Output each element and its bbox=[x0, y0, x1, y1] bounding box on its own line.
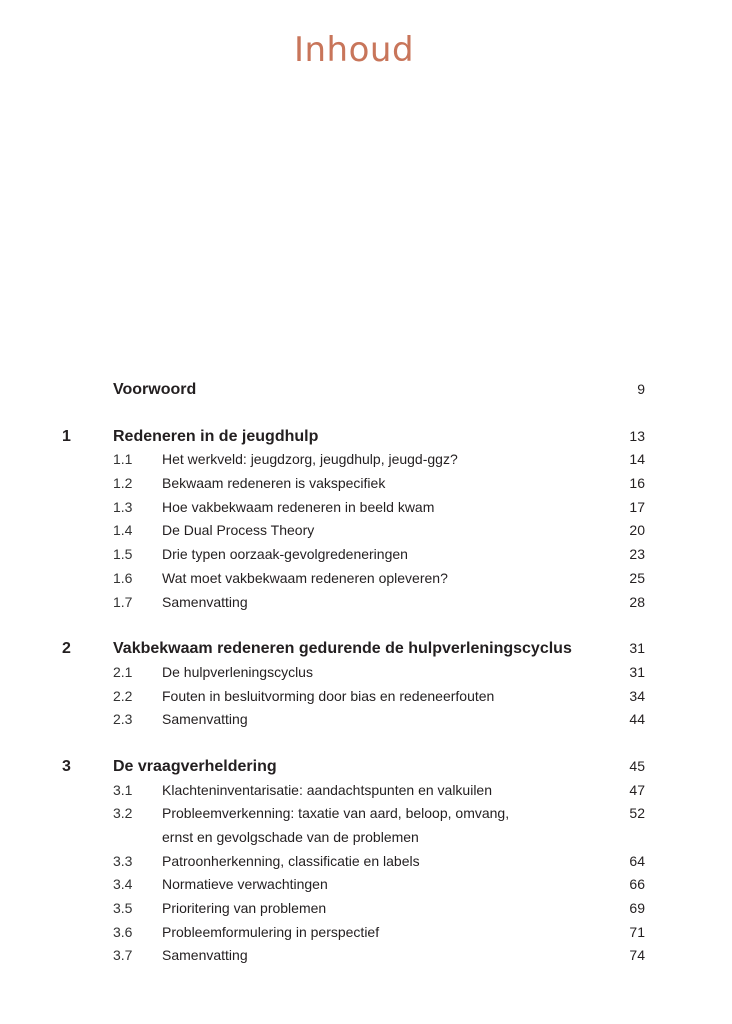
section-title: Samenvatting bbox=[162, 593, 248, 610]
toc-page-number: 34 bbox=[629, 687, 645, 704]
section-title: Fouten in besluitvorming door bias en redeneerfouten bbox=[162, 687, 495, 704]
table-of-contents bbox=[0, 378, 732, 968]
section-number: 3.7 bbox=[113, 947, 133, 964]
section-title: Wat moet vakbekwaam redeneren opleveren? bbox=[162, 569, 448, 586]
section-title: Samenvatting bbox=[162, 947, 248, 964]
toc-section-1-1[interactable] bbox=[0, 448, 732, 472]
toc-page-number: 16 bbox=[629, 475, 645, 492]
toc-section-1-5[interactable] bbox=[0, 543, 732, 567]
section-title: De hulpverleningscyclus bbox=[162, 663, 313, 680]
page-title: Inhoud bbox=[293, 30, 415, 70]
section-title: Probleemverkenning: taxatie van aard, beloop, omvang, bbox=[162, 805, 510, 822]
toc-page-number: 69 bbox=[629, 900, 645, 917]
toc-page-number: 47 bbox=[629, 781, 645, 798]
section-title-continued: ernst en gevolgschade van de problemen bbox=[162, 829, 419, 845]
section-number: 2.1 bbox=[113, 663, 133, 680]
toc-page-number: 45 bbox=[629, 757, 645, 774]
section-number: 1.2 bbox=[113, 475, 133, 492]
toc-section-2-3[interactable] bbox=[0, 708, 732, 732]
toc-page-number: 13 bbox=[629, 427, 645, 444]
toc-title: Voorwoord bbox=[113, 381, 197, 398]
section-number: 3.5 bbox=[113, 900, 133, 917]
chapter-number: 3 bbox=[62, 757, 71, 775]
section-title: Patroonherkenning, classificatie en labels bbox=[162, 852, 420, 869]
section-number: 1.1 bbox=[113, 451, 133, 468]
toc-page-number: 64 bbox=[629, 852, 645, 869]
section-title: Bekwaam redeneren is vakspecifiek bbox=[162, 475, 386, 492]
toc-section-1-3[interactable] bbox=[0, 496, 732, 520]
toc-page-number: 25 bbox=[629, 569, 645, 586]
toc-page-number: 9 bbox=[637, 381, 645, 397]
toc-entry-voorwoord[interactable] bbox=[0, 378, 732, 402]
section-title: Probleemformulering in perspectief bbox=[162, 923, 380, 940]
toc-chapter-3[interactable] bbox=[0, 755, 732, 779]
section-number: 3.4 bbox=[113, 876, 133, 893]
section-title: Drie typen oorzaak-gevolgredeneringen bbox=[162, 546, 408, 563]
toc-section-3-1[interactable] bbox=[0, 779, 732, 803]
toc-section-1-6[interactable] bbox=[0, 567, 732, 591]
toc-section-1-2[interactable] bbox=[0, 472, 732, 496]
toc-section-3-2-continued[interactable] bbox=[0, 826, 732, 850]
toc-page-number: 31 bbox=[629, 640, 645, 657]
section-title: Het werkveld: jeugdzorg, jeugdhulp, jeugd-ggz? bbox=[162, 451, 458, 468]
chapter-title: De vraagverheldering bbox=[113, 757, 277, 775]
section-number: 2.3 bbox=[113, 711, 133, 728]
section-number: 1.6 bbox=[113, 569, 133, 586]
section-number: 1.3 bbox=[113, 498, 133, 515]
toc-page-number: 66 bbox=[629, 876, 645, 893]
toc-page-number: 28 bbox=[629, 593, 645, 610]
toc-section-1-4[interactable] bbox=[0, 519, 732, 543]
toc-section-2-2[interactable] bbox=[0, 685, 732, 709]
section-number: 3.3 bbox=[113, 852, 133, 869]
section-title: Hoe vakbekwaam redeneren in beeld kwam bbox=[162, 498, 435, 515]
section-number: 1.5 bbox=[113, 546, 133, 563]
toc-chapter-1[interactable] bbox=[0, 425, 732, 449]
section-number: 1.7 bbox=[113, 593, 133, 610]
toc-section-3-4[interactable] bbox=[0, 873, 732, 897]
toc-page-number: 31 bbox=[629, 663, 645, 680]
toc-section-2-1[interactable] bbox=[0, 661, 732, 685]
section-number: 3.2 bbox=[113, 805, 133, 822]
section-title: Samenvatting bbox=[162, 711, 248, 728]
section-number: 1.4 bbox=[113, 522, 133, 539]
section-title: De Dual Process Theory bbox=[162, 522, 315, 539]
toc-page-number: 20 bbox=[629, 522, 645, 539]
chapter-title: Vakbekwaam redeneren gedurende de hulpverleningscyclus bbox=[113, 640, 572, 658]
toc-page-number: 17 bbox=[629, 498, 645, 515]
chapter-number: 1 bbox=[62, 427, 71, 445]
chapter-number: 2 bbox=[62, 640, 71, 658]
toc-page-number: 52 bbox=[629, 805, 645, 822]
toc-section-3-3[interactable] bbox=[0, 850, 732, 874]
toc-page-number: 23 bbox=[629, 546, 645, 563]
chapter-title: Redeneren in de jeugdhulp bbox=[113, 427, 319, 445]
toc-page-number: 71 bbox=[629, 923, 645, 940]
toc-page-number: 44 bbox=[629, 711, 645, 728]
toc-section-3-6[interactable] bbox=[0, 921, 732, 945]
toc-page-number: 14 bbox=[629, 451, 645, 468]
section-number: 3.6 bbox=[113, 923, 133, 940]
toc-section-3-5[interactable] bbox=[0, 897, 732, 921]
toc-page-number: 74 bbox=[629, 947, 645, 964]
toc-chapter-2[interactable] bbox=[0, 637, 732, 661]
section-title: Klachteninventarisatie: aandachtspunten en valkuilen bbox=[162, 781, 493, 798]
section-title: Prioritering van problemen bbox=[162, 900, 327, 917]
toc-section-3-7[interactable] bbox=[0, 944, 732, 968]
section-number: 3.1 bbox=[113, 781, 133, 798]
section-title: Normatieve verwachtingen bbox=[162, 876, 328, 893]
section-number: 2.2 bbox=[113, 687, 133, 704]
toc-section-1-7[interactable] bbox=[0, 591, 732, 615]
toc-section-3-2[interactable] bbox=[0, 802, 732, 826]
